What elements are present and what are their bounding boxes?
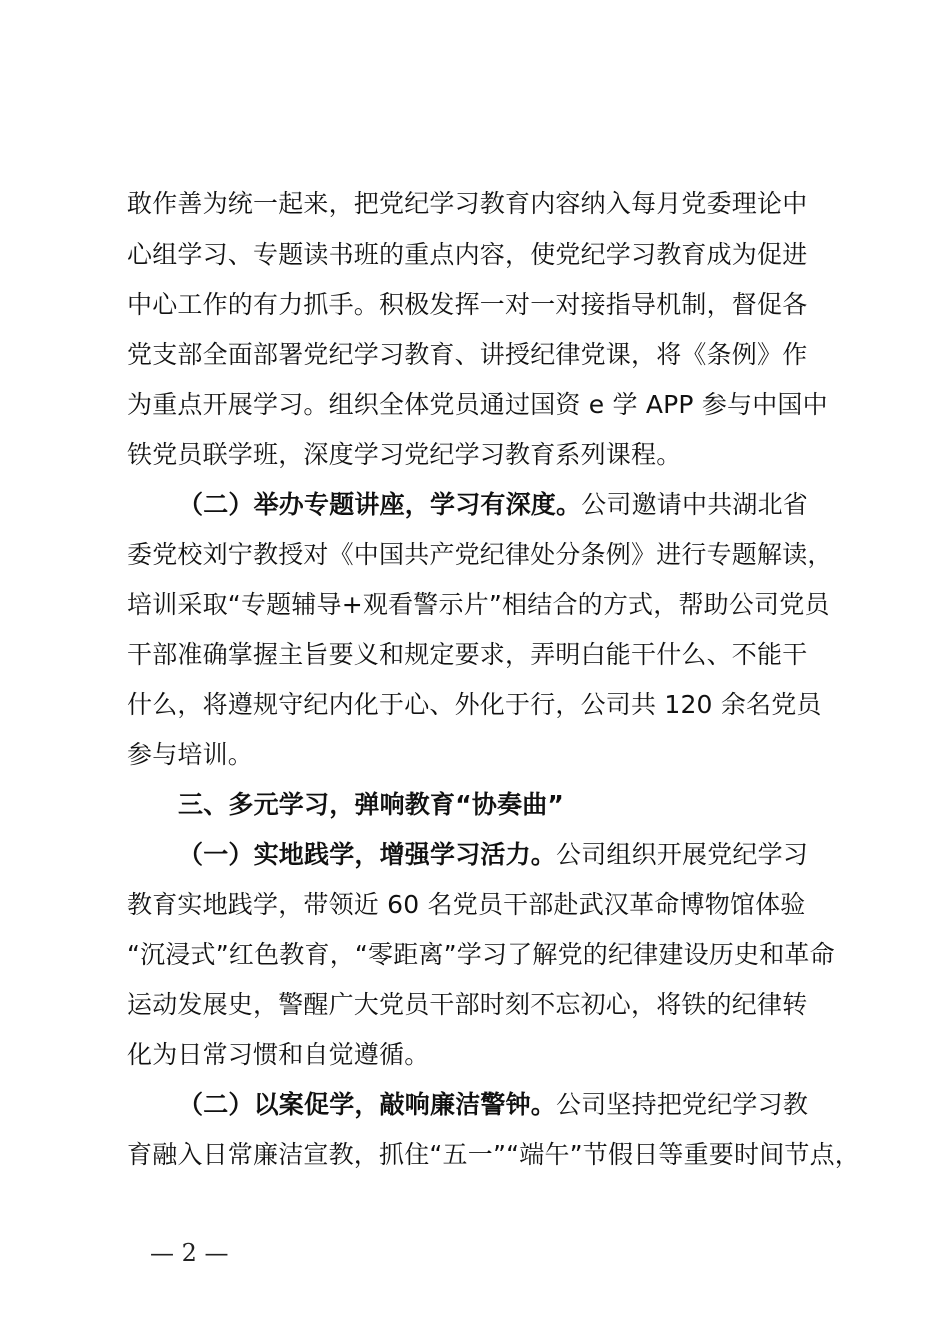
page-number: — 2 — xyxy=(150,1239,229,1267)
section-3-heading: 三、多元学习，弹响教育“协奏曲” xyxy=(178,790,565,819)
section-2-lead: （二）举办专题讲座，学习有深度。 xyxy=(178,490,582,519)
section-3-1-first-rest: 公司组织开展党纪学习 xyxy=(556,840,809,869)
body-line: 铁党员联学班，深度学习党纪学习教育系列课程。 xyxy=(127,440,682,469)
body-line: 参与培训。 xyxy=(127,740,254,769)
section-2-first-line xyxy=(178,488,808,522)
body-line: 心组学习、专题读书班的重点内容，使党纪学习教育成为促进 xyxy=(127,240,808,269)
body-line: 委党校刘宁教授对《中国共产党纪律处分条例》进行专题解读， xyxy=(127,540,833,569)
body-line: 培训采取“专题辅导+观看警示片”相结合的方式，帮助公司党员 xyxy=(127,590,830,619)
section-3-2-first-line xyxy=(178,1088,808,1122)
section-3-1-first-line xyxy=(178,838,808,872)
section-3-2-lead: （二）以案促学，敲响廉洁警钟。 xyxy=(178,1090,557,1119)
section-2-first-rest: 公司邀请中共湖北省 xyxy=(581,490,809,519)
section-3-2-first-rest: 公司坚持把党纪学习教 xyxy=(556,1090,809,1119)
body-line: 育融入日常廉洁宣教，抓住“五一”“端午”节假日等重要时间节点， xyxy=(127,1140,861,1169)
body-line: 敢作善为统一起来，把党纪学习教育内容纳入每月党委理论中 xyxy=(127,189,808,218)
body-line: 运动发展史，警醒广大党员干部时刻不忘初心，将铁的纪律转 xyxy=(127,990,808,1019)
body-line: “沉浸式”红色教育，“零距离”学习了解党的纪律建设历史和革命 xyxy=(127,940,835,969)
body-line: 什么，将遵规守纪内化于心、外化于行，公司共 120 余名党员 xyxy=(127,690,822,719)
body-line: 党支部全面部署党纪学习教育、讲授纪律党课，将《条例》作 xyxy=(127,340,808,369)
body-line: 中心工作的有力抓手。积极发挥一对一对接指导机制，督促各 xyxy=(127,290,808,319)
body-line: 干部准确掌握主旨要义和规定要求，弄明白能干什么、不能干 xyxy=(127,640,808,669)
body-line: 为重点开展学习。组织全体党员通过国资 e 学 APP 参与中国中 xyxy=(127,390,828,419)
body-line: 化为日常习惯和自觉遵循。 xyxy=(127,1040,430,1069)
section-3-1-lead: （一）实地践学，增强学习活力。 xyxy=(178,840,557,869)
body-line: 教育实地践学，带领近 60 名党员干部赴武汉革命博物馆体验 xyxy=(127,890,806,919)
